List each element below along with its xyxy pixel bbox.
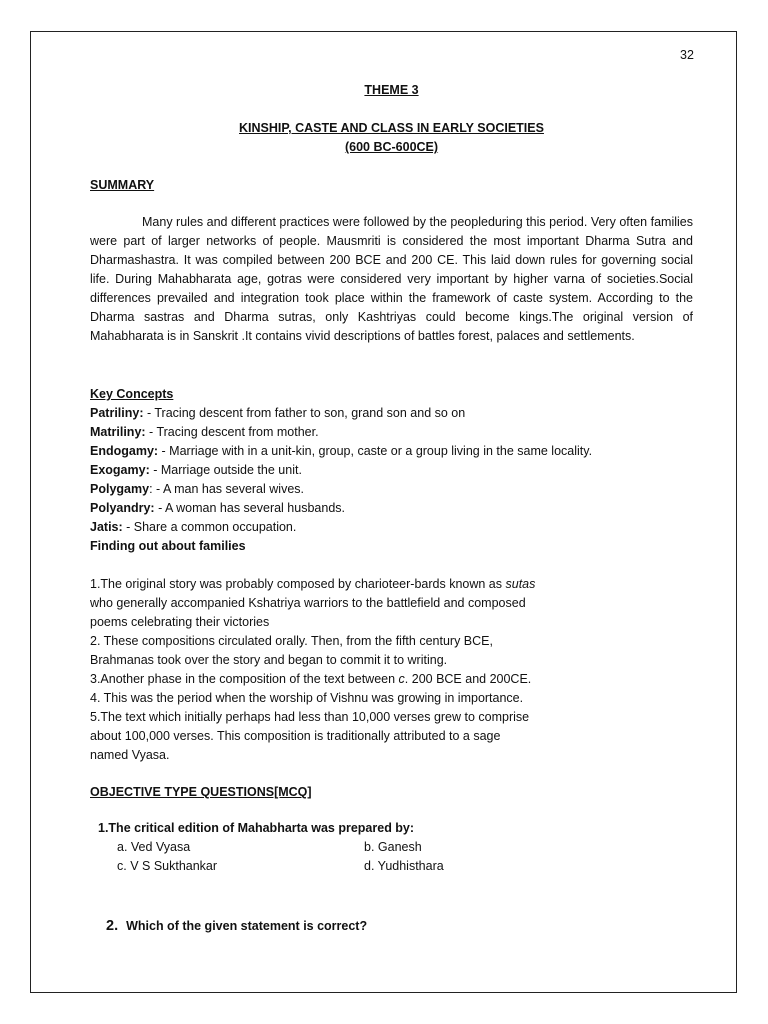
q1-option-b: b. Ganesh: [364, 840, 422, 854]
concept-item: Polyandry: - A woman has several husbands.: [90, 501, 345, 515]
title-line-1: KINSHIP, CASTE AND CLASS IN EARLY SOCIETIES: [239, 121, 544, 135]
summary-heading: SUMMARY: [90, 178, 155, 192]
concept-item: Patriliny: - Tracing descent from father to son, grand son and so on: [90, 406, 466, 420]
list-line: 2. These compositions circulated orally. Then, from the fifth century BCE,: [90, 634, 493, 648]
list-line: 3.Another phase in the composition of the text between c. 200 BCE and 200CE.: [90, 672, 532, 686]
concept-item: Matriliny: - Tracing descent from mother.: [90, 425, 319, 439]
families-heading: Finding out about families: [90, 539, 246, 553]
concept-item: Exogamy: - Marriage outside the unit.: [90, 463, 302, 477]
question-2-text: Which of the given statement is correct?: [126, 919, 368, 933]
concept-item: Polygamy: - A man has several wives.: [90, 482, 304, 496]
key-concepts-heading: Key Concepts: [90, 387, 174, 401]
page-number: 32: [680, 48, 694, 62]
q1-option-c: c. V S Sukthankar: [117, 859, 218, 873]
question-2: [106, 918, 367, 934]
mcq-heading: OBJECTIVE TYPE QUESTIONS[MCQ]: [90, 785, 312, 799]
list-line: who generally accompanied Kshatriya warriors to the battlefield and composed: [90, 596, 526, 610]
q1-option-d: d. Yudhisthara: [364, 859, 444, 873]
list-line: named Vyasa.: [90, 748, 170, 762]
list-line: Brahmanas took over the story and began to commit it to writing.: [90, 653, 448, 667]
concept-item: Endogamy: - Marriage with in a unit-kin, group, caste or a group living in the same locality.: [90, 444, 593, 458]
theme-heading: THEME 3: [364, 83, 419, 97]
key-concepts: [90, 385, 592, 556]
list-line: 4. This was the period when the worship of Vishnu was growing in importance.: [90, 691, 524, 705]
summary-paragraph: Many rules and different practices were followed by the peopleduring this period. Very often families were part of larger networks of people. Mausmriti is considered the most important Dharma Sutra and Dharmashastra. It was compiled between 200 BCE and 200 CE. This laid down rules for governing social life. During Mahabharata age, gotras were considered very important by higher varna of societies.Social differences prevailed and integration took place within the framework of caste system. According to the Dharma sastras and Dharma sutras, only Kashtriyas could become kings.The original version of Mahabharata is in Sanskrit .It contains vivid descriptions of battles forest, palaces and settlements.: [90, 215, 693, 343]
families-list: [90, 575, 610, 765]
list-line: 1.The original story was probably composed by charioteer-bards known as sutas: [90, 577, 536, 591]
list-line: poems celebrating their victories: [90, 615, 270, 629]
list-line: 5.The text which initially perhaps had less than 10,000 verses grew to comprise: [90, 710, 530, 724]
concept-item: Jatis: - Share a common occupation.: [90, 520, 297, 534]
q1-option-a: a. Ved Vyasa: [117, 840, 191, 854]
list-line: about 100,000 verses. This composition is traditionally attributed to a sage: [90, 729, 501, 743]
question-2-number: 2.: [106, 918, 119, 934]
question-1: 1.The critical edition of Mahabharta was prepared by:: [98, 821, 415, 835]
title-line-2: (600 BC-600CE): [344, 140, 439, 154]
